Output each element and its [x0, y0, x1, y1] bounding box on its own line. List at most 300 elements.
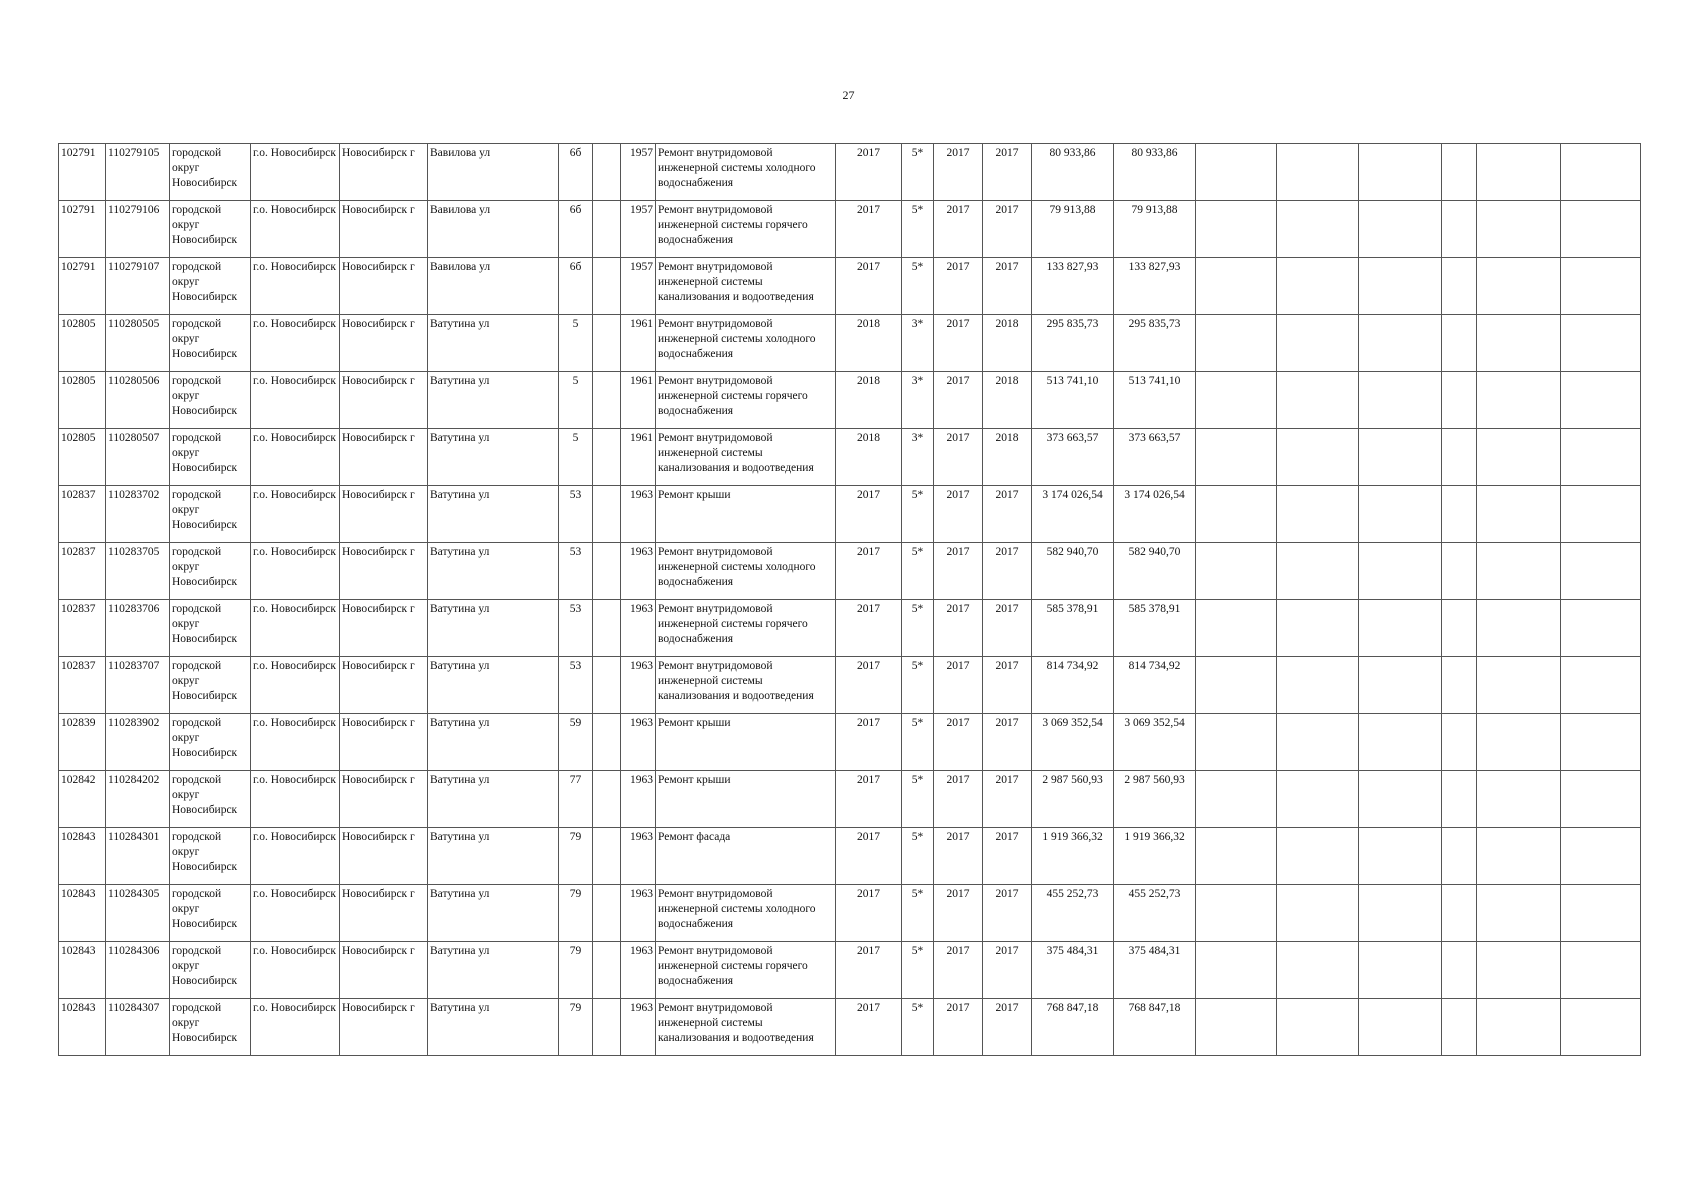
cell-cost-fund: 295 835,73 [1114, 315, 1196, 372]
cell-group: 5* [902, 144, 934, 201]
cell-empty [1442, 486, 1477, 543]
cell-empty [1442, 771, 1477, 828]
cell-street: Вавилова ул [428, 144, 559, 201]
cell-district: городской округ Новосибирск [170, 315, 251, 372]
cell-empty [1477, 885, 1561, 942]
cell-empty [1196, 714, 1277, 771]
cell-end-year: 2018 [983, 429, 1032, 486]
cell-empty [1442, 429, 1477, 486]
cell-plan-year: 2017 [836, 714, 902, 771]
cell-cost-total: 133 827,93 [1032, 258, 1114, 315]
cell-municipality: г.о. Новосибирск [251, 600, 340, 657]
cell-cost-fund: 513 741,10 [1114, 372, 1196, 429]
cell-cost-total: 768 847,18 [1032, 999, 1114, 1056]
cell-empty [1277, 429, 1359, 486]
cell-district: городской округ Новосибирск [170, 201, 251, 258]
cell-year-built: 1963 [621, 999, 656, 1056]
cell-id: 102837 [59, 657, 106, 714]
cell-municipality: г.о. Новосибирск [251, 543, 340, 600]
cell-empty [1561, 771, 1641, 828]
cell-empty [1196, 315, 1277, 372]
cell-code: 110279105 [106, 144, 170, 201]
cell-work-type: Ремонт внутридомовой инженерной системы канализования и водоотведения [656, 429, 836, 486]
cell-work-type: Ремонт внутридомовой инженерной системы холодного водоснабжения [656, 543, 836, 600]
cell-cost-fund: 3 174 026,54 [1114, 486, 1196, 543]
cell-plan-year: 2017 [836, 201, 902, 258]
cell-empty [1561, 429, 1641, 486]
cell-building [593, 144, 621, 201]
cell-id: 102837 [59, 486, 106, 543]
cell-empty [1359, 486, 1442, 543]
cell-empty [1442, 828, 1477, 885]
cell-empty [1196, 999, 1277, 1056]
cell-empty [1442, 657, 1477, 714]
cell-year-built: 1957 [621, 201, 656, 258]
cell-empty [1277, 315, 1359, 372]
cell-work-type: Ремонт внутридомовой инженерной системы горячего водоснабжения [656, 201, 836, 258]
cell-empty [1196, 372, 1277, 429]
cell-group: 5* [902, 999, 934, 1056]
cell-end-year: 2017 [983, 144, 1032, 201]
table-row [59, 315, 1641, 372]
cell-empty [1359, 885, 1442, 942]
cell-plan-year: 2017 [836, 144, 902, 201]
cell-work-type: Ремонт крыши [656, 771, 836, 828]
cell-year-built: 1957 [621, 144, 656, 201]
cell-group: 5* [902, 543, 934, 600]
cell-plan-year: 2017 [836, 999, 902, 1056]
cell-municipality: г.о. Новосибирск [251, 999, 340, 1056]
cell-empty [1561, 600, 1641, 657]
cell-plan-year: 2017 [836, 486, 902, 543]
cell-start-year: 2017 [934, 429, 983, 486]
cell-district: городской округ Новосибирск [170, 258, 251, 315]
cell-start-year: 2017 [934, 486, 983, 543]
cell-municipality: г.о. Новосибирск [251, 201, 340, 258]
cell-empty [1277, 543, 1359, 600]
cell-empty [1277, 144, 1359, 201]
cell-empty [1359, 315, 1442, 372]
cell-plan-year: 2017 [836, 771, 902, 828]
cell-empty [1477, 258, 1561, 315]
cell-city: Новосибирск г [340, 657, 428, 714]
cell-empty [1477, 828, 1561, 885]
cell-empty [1477, 315, 1561, 372]
cell-municipality: г.о. Новосибирск [251, 144, 340, 201]
cell-house: 59 [559, 714, 593, 771]
cell-cost-fund: 373 663,57 [1114, 429, 1196, 486]
cell-street: Ватутина ул [428, 714, 559, 771]
cell-street: Ватутина ул [428, 828, 559, 885]
cell-id: 102842 [59, 771, 106, 828]
cell-id: 102843 [59, 942, 106, 999]
cell-building [593, 714, 621, 771]
cell-cost-fund: 2 987 560,93 [1114, 771, 1196, 828]
cell-id: 102805 [59, 429, 106, 486]
cell-empty [1359, 600, 1442, 657]
cell-cost-fund: 585 378,91 [1114, 600, 1196, 657]
cell-empty [1477, 372, 1561, 429]
cell-district: городской округ Новосибирск [170, 600, 251, 657]
cell-group: 5* [902, 942, 934, 999]
cell-cost-total: 3 069 352,54 [1032, 714, 1114, 771]
cell-cost-total: 373 663,57 [1032, 429, 1114, 486]
cell-empty [1561, 144, 1641, 201]
cell-empty [1359, 201, 1442, 258]
cell-empty [1196, 201, 1277, 258]
cell-empty [1277, 771, 1359, 828]
cell-municipality: г.о. Новосибирск [251, 657, 340, 714]
cell-end-year: 2017 [983, 258, 1032, 315]
cell-start-year: 2017 [934, 543, 983, 600]
table-row [59, 486, 1641, 543]
cell-empty [1196, 543, 1277, 600]
cell-empty [1561, 942, 1641, 999]
cell-cost-total: 455 252,73 [1032, 885, 1114, 942]
cell-municipality: г.о. Новосибирск [251, 942, 340, 999]
cell-start-year: 2017 [934, 600, 983, 657]
cell-street: Вавилова ул [428, 201, 559, 258]
cell-empty [1477, 144, 1561, 201]
cell-city: Новосибирск г [340, 144, 428, 201]
cell-plan-year: 2017 [836, 885, 902, 942]
cell-empty [1561, 201, 1641, 258]
cell-city: Новосибирск г [340, 372, 428, 429]
cell-empty [1561, 714, 1641, 771]
cell-empty [1277, 201, 1359, 258]
cell-empty [1359, 144, 1442, 201]
cell-year-built: 1963 [621, 714, 656, 771]
table-row [59, 201, 1641, 258]
cell-district: городской округ Новосибирск [170, 999, 251, 1056]
cell-district: городской округ Новосибирск [170, 657, 251, 714]
cell-start-year: 2017 [934, 828, 983, 885]
cell-empty [1442, 144, 1477, 201]
cell-district: городской округ Новосибирск [170, 144, 251, 201]
cell-end-year: 2017 [983, 201, 1032, 258]
cell-code: 110284202 [106, 771, 170, 828]
cell-district: городской округ Новосибирск [170, 942, 251, 999]
cell-empty [1359, 657, 1442, 714]
cell-start-year: 2017 [934, 372, 983, 429]
cell-empty [1277, 372, 1359, 429]
cell-cost-fund: 375 484,31 [1114, 942, 1196, 999]
cell-end-year: 2017 [983, 486, 1032, 543]
cell-year-built: 1963 [621, 942, 656, 999]
cell-empty [1477, 771, 1561, 828]
cell-house: 6б [559, 144, 593, 201]
cell-municipality: г.о. Новосибирск [251, 372, 340, 429]
cell-id: 102843 [59, 999, 106, 1056]
cell-empty [1277, 657, 1359, 714]
cell-cost-fund: 133 827,93 [1114, 258, 1196, 315]
cell-empty [1477, 942, 1561, 999]
cell-empty [1359, 828, 1442, 885]
cell-start-year: 2017 [934, 942, 983, 999]
cell-code: 110283707 [106, 657, 170, 714]
cell-empty [1359, 942, 1442, 999]
cell-empty [1442, 600, 1477, 657]
cell-district: городской округ Новосибирск [170, 771, 251, 828]
cell-work-type: Ремонт внутридомовой инженерной системы горячего водоснабжения [656, 600, 836, 657]
cell-plan-year: 2018 [836, 372, 902, 429]
cell-code: 110284301 [106, 828, 170, 885]
cell-start-year: 2017 [934, 201, 983, 258]
cell-empty [1277, 828, 1359, 885]
cell-cost-fund: 582 940,70 [1114, 543, 1196, 600]
cell-cost-fund: 80 933,86 [1114, 144, 1196, 201]
cell-building [593, 201, 621, 258]
cell-empty [1196, 657, 1277, 714]
cell-group: 5* [902, 771, 934, 828]
cell-empty [1561, 885, 1641, 942]
cell-city: Новосибирск г [340, 828, 428, 885]
cell-code: 110284307 [106, 999, 170, 1056]
cell-cost-total: 295 835,73 [1032, 315, 1114, 372]
cell-empty [1561, 828, 1641, 885]
cell-building [593, 429, 621, 486]
cell-building [593, 258, 621, 315]
cell-start-year: 2017 [934, 714, 983, 771]
cell-city: Новосибирск г [340, 429, 428, 486]
cell-empty [1196, 942, 1277, 999]
cell-house: 6б [559, 201, 593, 258]
cell-empty [1442, 543, 1477, 600]
cell-group: 5* [902, 657, 934, 714]
cell-empty [1442, 201, 1477, 258]
cell-id: 102805 [59, 372, 106, 429]
cell-id: 102843 [59, 828, 106, 885]
table-row [59, 429, 1641, 486]
cell-empty [1359, 714, 1442, 771]
cell-municipality: г.о. Новосибирск [251, 828, 340, 885]
cell-empty [1561, 486, 1641, 543]
table-row [59, 714, 1641, 771]
cell-year-built: 1963 [621, 885, 656, 942]
cell-empty [1277, 942, 1359, 999]
cell-work-type: Ремонт внутридомовой инженерной системы холодного водоснабжения [656, 144, 836, 201]
cell-empty [1196, 600, 1277, 657]
cell-street: Ватутина ул [428, 486, 559, 543]
cell-empty [1359, 543, 1442, 600]
cell-year-built: 1957 [621, 258, 656, 315]
cell-empty [1196, 258, 1277, 315]
cell-empty [1561, 543, 1641, 600]
cell-city: Новосибирск г [340, 201, 428, 258]
cell-house: 53 [559, 600, 593, 657]
cell-plan-year: 2017 [836, 600, 902, 657]
cell-code: 110283705 [106, 543, 170, 600]
cell-empty [1442, 258, 1477, 315]
cell-end-year: 2017 [983, 771, 1032, 828]
cell-building [593, 771, 621, 828]
cell-cost-fund: 79 913,88 [1114, 201, 1196, 258]
cell-municipality: г.о. Новосибирск [251, 429, 340, 486]
cell-building [593, 486, 621, 543]
cell-group: 5* [902, 714, 934, 771]
cell-id: 102837 [59, 543, 106, 600]
cell-city: Новосибирск г [340, 258, 428, 315]
cell-empty [1277, 885, 1359, 942]
cell-street: Ватутина ул [428, 315, 559, 372]
cell-building [593, 372, 621, 429]
cell-id: 102791 [59, 258, 106, 315]
cell-empty [1561, 315, 1641, 372]
cell-end-year: 2017 [983, 942, 1032, 999]
cell-group: 5* [902, 828, 934, 885]
cell-empty [1477, 999, 1561, 1056]
cell-id: 102843 [59, 885, 106, 942]
cell-end-year: 2017 [983, 657, 1032, 714]
cell-empty [1442, 999, 1477, 1056]
cell-end-year: 2017 [983, 999, 1032, 1056]
cell-municipality: г.о. Новосибирск [251, 771, 340, 828]
cell-house: 5 [559, 429, 593, 486]
cell-empty [1277, 486, 1359, 543]
cell-empty [1277, 600, 1359, 657]
cell-plan-year: 2017 [836, 942, 902, 999]
cell-empty [1196, 771, 1277, 828]
cell-empty [1442, 714, 1477, 771]
table-row [59, 999, 1641, 1056]
cell-cost-total: 585 378,91 [1032, 600, 1114, 657]
cell-work-type: Ремонт фасада [656, 828, 836, 885]
cell-year-built: 1963 [621, 828, 656, 885]
cell-building [593, 885, 621, 942]
repair-registry-table [58, 143, 1641, 1056]
cell-code: 110284306 [106, 942, 170, 999]
cell-building [593, 315, 621, 372]
cell-empty [1196, 885, 1277, 942]
cell-cost-total: 513 741,10 [1032, 372, 1114, 429]
cell-year-built: 1963 [621, 657, 656, 714]
cell-plan-year: 2017 [836, 258, 902, 315]
cell-empty [1196, 429, 1277, 486]
cell-empty [1277, 714, 1359, 771]
page-number: 27 [842, 88, 855, 102]
cell-empty [1359, 372, 1442, 429]
cell-district: городской округ Новосибирск [170, 828, 251, 885]
cell-code: 110283902 [106, 714, 170, 771]
cell-district: городской округ Новосибирск [170, 372, 251, 429]
cell-cost-fund: 3 069 352,54 [1114, 714, 1196, 771]
table-row [59, 372, 1641, 429]
cell-start-year: 2017 [934, 999, 983, 1056]
cell-code: 110279106 [106, 201, 170, 258]
cell-cost-fund: 455 252,73 [1114, 885, 1196, 942]
cell-code: 110280506 [106, 372, 170, 429]
cell-empty [1277, 258, 1359, 315]
cell-city: Новосибирск г [340, 999, 428, 1056]
cell-work-type: Ремонт внутридомовой инженерной системы холодного водоснабжения [656, 885, 836, 942]
cell-empty [1477, 714, 1561, 771]
table-row [59, 942, 1641, 999]
cell-building [593, 828, 621, 885]
cell-id: 102805 [59, 315, 106, 372]
cell-start-year: 2017 [934, 315, 983, 372]
cell-cost-fund: 814 734,92 [1114, 657, 1196, 714]
cell-empty [1442, 372, 1477, 429]
cell-cost-total: 3 174 026,54 [1032, 486, 1114, 543]
cell-year-built: 1961 [621, 429, 656, 486]
cell-city: Новосибирск г [340, 543, 428, 600]
cell-house: 5 [559, 372, 593, 429]
cell-house: 79 [559, 885, 593, 942]
cell-empty [1359, 258, 1442, 315]
cell-street: Ватутина ул [428, 600, 559, 657]
cell-house: 6б [559, 258, 593, 315]
cell-year-built: 1961 [621, 315, 656, 372]
cell-work-type: Ремонт крыши [656, 486, 836, 543]
cell-municipality: г.о. Новосибирск [251, 885, 340, 942]
cell-empty [1277, 999, 1359, 1056]
cell-house: 79 [559, 828, 593, 885]
cell-district: городской округ Новосибирск [170, 486, 251, 543]
cell-empty [1196, 144, 1277, 201]
cell-empty [1477, 201, 1561, 258]
cell-cost-fund: 1 919 366,32 [1114, 828, 1196, 885]
cell-empty [1477, 600, 1561, 657]
cell-building [593, 543, 621, 600]
cell-group: 3* [902, 429, 934, 486]
cell-year-built: 1963 [621, 486, 656, 543]
table-row [59, 771, 1641, 828]
cell-work-type: Ремонт внутридомовой инженерной системы горячего водоснабжения [656, 942, 836, 999]
cell-start-year: 2017 [934, 258, 983, 315]
cell-street: Ватутина ул [428, 372, 559, 429]
cell-house: 53 [559, 486, 593, 543]
cell-cost-total: 79 913,88 [1032, 201, 1114, 258]
cell-street: Вавилова ул [428, 258, 559, 315]
cell-empty [1442, 942, 1477, 999]
cell-end-year: 2017 [983, 714, 1032, 771]
cell-start-year: 2017 [934, 657, 983, 714]
table-row [59, 258, 1641, 315]
cell-work-type: Ремонт внутридомовой инженерной системы канализования и водоотведения [656, 657, 836, 714]
cell-empty [1359, 771, 1442, 828]
cell-empty [1561, 372, 1641, 429]
cell-plan-year: 2018 [836, 429, 902, 486]
cell-end-year: 2018 [983, 372, 1032, 429]
cell-cost-total: 375 484,31 [1032, 942, 1114, 999]
cell-empty [1477, 429, 1561, 486]
table-row [59, 144, 1641, 201]
cell-building [593, 657, 621, 714]
cell-house: 53 [559, 543, 593, 600]
cell-group: 5* [902, 201, 934, 258]
cell-cost-total: 814 734,92 [1032, 657, 1114, 714]
cell-street: Ватутина ул [428, 885, 559, 942]
cell-group: 5* [902, 258, 934, 315]
cell-district: городской округ Новосибирск [170, 429, 251, 486]
cell-city: Новосибирск г [340, 714, 428, 771]
cell-end-year: 2017 [983, 543, 1032, 600]
cell-id: 102791 [59, 201, 106, 258]
cell-group: 5* [902, 600, 934, 657]
table-row [59, 543, 1641, 600]
cell-plan-year: 2017 [836, 828, 902, 885]
cell-empty [1561, 657, 1641, 714]
cell-year-built: 1961 [621, 372, 656, 429]
cell-district: городской округ Новосибирск [170, 543, 251, 600]
cell-group: 3* [902, 315, 934, 372]
cell-empty [1359, 999, 1442, 1056]
cell-house: 77 [559, 771, 593, 828]
cell-cost-total: 2 987 560,93 [1032, 771, 1114, 828]
cell-empty [1359, 429, 1442, 486]
cell-house: 79 [559, 942, 593, 999]
cell-empty [1196, 828, 1277, 885]
